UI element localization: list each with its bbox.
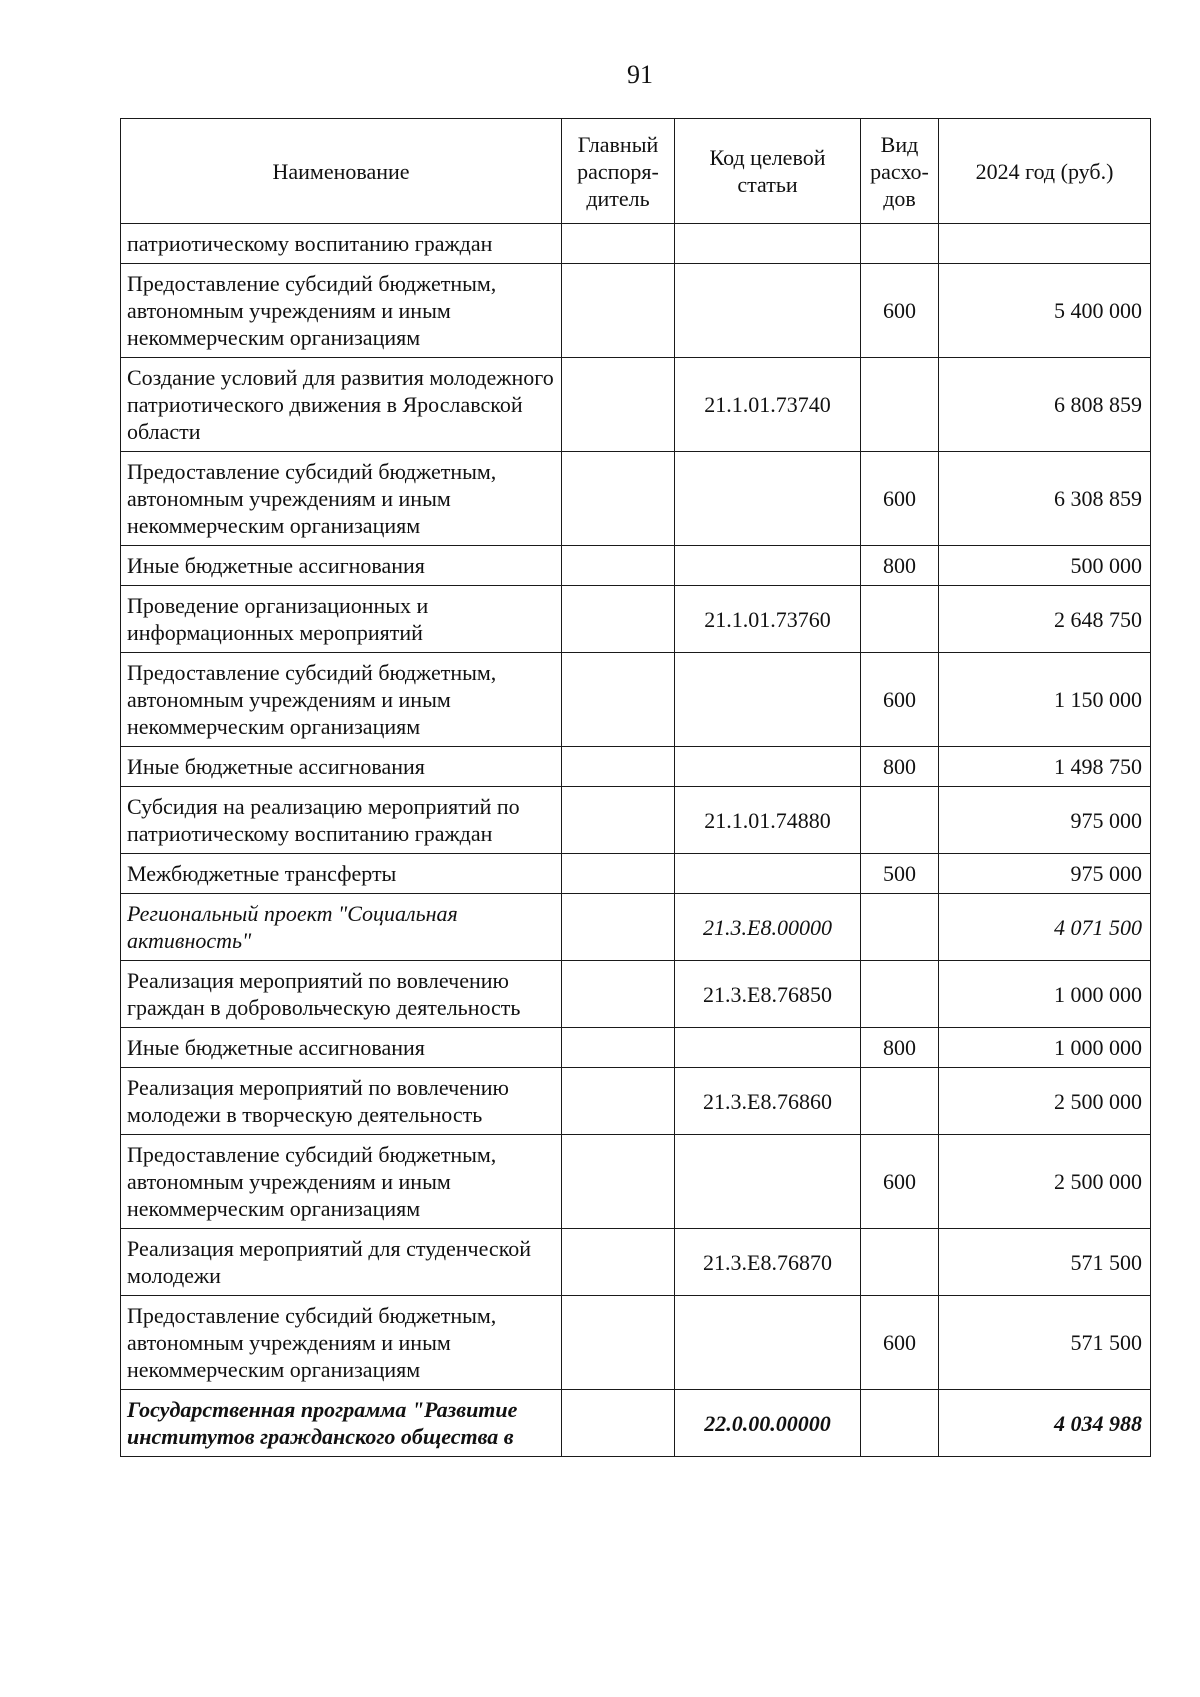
cell-name: Предоставление субсидий бюджетным, автономным учреждениям и иным некоммерческим организациям xyxy=(121,1296,562,1390)
cell-amount: 1 150 000 xyxy=(939,653,1151,747)
table-row xyxy=(121,1229,1151,1296)
cell-chief-administrator xyxy=(562,961,675,1028)
cell-expense-type: 800 xyxy=(861,747,939,787)
cell-amount: 4 034 988 xyxy=(939,1390,1151,1457)
header-name: Наименование xyxy=(121,119,562,224)
table-row xyxy=(121,546,1151,586)
table-row xyxy=(121,747,1151,787)
table-row xyxy=(121,787,1151,854)
cell-target-code xyxy=(675,653,861,747)
table-row xyxy=(121,653,1151,747)
cell-amount: 1 000 000 xyxy=(939,961,1151,1028)
cell-target-code xyxy=(675,224,861,264)
cell-chief-administrator xyxy=(562,264,675,358)
cell-chief-administrator xyxy=(562,1068,675,1135)
cell-expense-type xyxy=(861,586,939,653)
cell-name: Реализация мероприятий по вовлечению молодежи в творческую деятельность xyxy=(121,1068,562,1135)
cell-chief-administrator xyxy=(562,224,675,264)
cell-target-code: 21.3.E8.76850 xyxy=(675,961,861,1028)
cell-expense-type xyxy=(861,787,939,854)
cell-chief-administrator xyxy=(562,894,675,961)
cell-target-code xyxy=(675,1135,861,1229)
cell-amount: 4 071 500 xyxy=(939,894,1151,961)
cell-name: Проведение организационных и информационных мероприятий xyxy=(121,586,562,653)
cell-expense-type: 600 xyxy=(861,653,939,747)
table-row xyxy=(121,1068,1151,1135)
cell-target-code: 21.1.01.73740 xyxy=(675,358,861,452)
cell-amount: 975 000 xyxy=(939,854,1151,894)
budget-table-container xyxy=(120,118,1150,1457)
table-row xyxy=(121,961,1151,1028)
header-target-code: Код целевой статьи xyxy=(675,119,861,224)
cell-expense-type: 600 xyxy=(861,1296,939,1390)
cell-amount: 5 400 000 xyxy=(939,264,1151,358)
table-row xyxy=(121,1135,1151,1229)
header-year-amount: 2024 год (руб.) xyxy=(939,119,1151,224)
table-row xyxy=(121,894,1151,961)
cell-name: Предоставление субсидий бюджетным, автономным учреждениям и иным некоммерческим организациям xyxy=(121,653,562,747)
cell-name: Предоставление субсидий бюджетным, автономным учреждениям и иным некоммерческим организациям xyxy=(121,1135,562,1229)
cell-name: Иные бюджетные ассигнования xyxy=(121,546,562,586)
cell-name: Иные бюджетные ассигнования xyxy=(121,1028,562,1068)
cell-name: Региональный проект "Социальная активность" xyxy=(121,894,562,961)
cell-amount: 2 500 000 xyxy=(939,1135,1151,1229)
cell-target-code xyxy=(675,1296,861,1390)
cell-target-code xyxy=(675,854,861,894)
cell-target-code: 21.3.E8.00000 xyxy=(675,894,861,961)
table-row xyxy=(121,224,1151,264)
cell-expense-type xyxy=(861,224,939,264)
cell-amount: 6 308 859 xyxy=(939,452,1151,546)
cell-target-code xyxy=(675,1028,861,1068)
table-row xyxy=(121,1390,1151,1457)
cell-expense-type xyxy=(861,1068,939,1135)
table-header-row xyxy=(121,119,1151,224)
header-chief-administrator: Главный распоря-дитель xyxy=(562,119,675,224)
cell-chief-administrator xyxy=(562,1135,675,1229)
cell-amount: 2 648 750 xyxy=(939,586,1151,653)
cell-chief-administrator xyxy=(562,1390,675,1457)
cell-chief-administrator xyxy=(562,586,675,653)
cell-amount: 571 500 xyxy=(939,1296,1151,1390)
cell-amount: 1 000 000 xyxy=(939,1028,1151,1068)
cell-chief-administrator xyxy=(562,1296,675,1390)
cell-name: Предоставление субсидий бюджетным, автономным учреждениям и иным некоммерческим организациям xyxy=(121,452,562,546)
cell-target-code: 22.0.00.00000 xyxy=(675,1390,861,1457)
cell-expense-type: 500 xyxy=(861,854,939,894)
cell-name: Межбюджетные трансферты xyxy=(121,854,562,894)
cell-name: Создание условий для развития молодежного патриотического движения в Ярославской области xyxy=(121,358,562,452)
cell-expense-type xyxy=(861,358,939,452)
cell-amount: 571 500 xyxy=(939,1229,1151,1296)
cell-chief-administrator xyxy=(562,787,675,854)
cell-expense-type: 600 xyxy=(861,1135,939,1229)
cell-chief-administrator xyxy=(562,1229,675,1296)
cell-expense-type xyxy=(861,961,939,1028)
cell-expense-type xyxy=(861,894,939,961)
cell-target-code: 21.1.01.74880 xyxy=(675,787,861,854)
cell-chief-administrator xyxy=(562,747,675,787)
cell-target-code: 21.3.E8.76860 xyxy=(675,1068,861,1135)
table-row xyxy=(121,452,1151,546)
cell-amount: 500 000 xyxy=(939,546,1151,586)
cell-name: Государственная программа "Развитие институтов гражданского общества в xyxy=(121,1390,562,1457)
cell-amount xyxy=(939,224,1151,264)
cell-chief-administrator xyxy=(562,452,675,546)
cell-amount: 1 498 750 xyxy=(939,747,1151,787)
cell-expense-type: 600 xyxy=(861,264,939,358)
cell-amount: 6 808 859 xyxy=(939,358,1151,452)
cell-name: Субсидия на реализацию мероприятий по патриотическому воспитанию граждан xyxy=(121,787,562,854)
cell-expense-type: 600 xyxy=(861,452,939,546)
cell-expense-type: 800 xyxy=(861,546,939,586)
table-row xyxy=(121,1296,1151,1390)
cell-chief-administrator xyxy=(562,358,675,452)
cell-expense-type: 800 xyxy=(861,1028,939,1068)
page-number: 91 xyxy=(627,60,653,89)
table-row xyxy=(121,854,1151,894)
table-row xyxy=(121,1028,1151,1068)
cell-chief-administrator xyxy=(562,1028,675,1068)
cell-target-code: 21.1.01.73760 xyxy=(675,586,861,653)
cell-target-code xyxy=(675,546,861,586)
cell-name: Реализация мероприятий по вовлечению граждан в добровольческую деятельность xyxy=(121,961,562,1028)
cell-expense-type xyxy=(861,1229,939,1296)
header-expense-type: Вид расхо-дов xyxy=(861,119,939,224)
cell-chief-administrator xyxy=(562,546,675,586)
cell-name: Реализация мероприятий для студенческой молодежи xyxy=(121,1229,562,1296)
cell-name: Иные бюджетные ассигнования xyxy=(121,747,562,787)
cell-name: патриотическому воспитанию граждан xyxy=(121,224,562,264)
cell-target-code: 21.3.E8.76870 xyxy=(675,1229,861,1296)
cell-expense-type xyxy=(861,1390,939,1457)
cell-name: Предоставление субсидий бюджетным, автономным учреждениям и иным некоммерческим организациям xyxy=(121,264,562,358)
cell-chief-administrator xyxy=(562,653,675,747)
cell-chief-administrator xyxy=(562,854,675,894)
table-row xyxy=(121,358,1151,452)
table-row xyxy=(121,586,1151,653)
cell-target-code xyxy=(675,452,861,546)
table-row xyxy=(121,264,1151,358)
table-body xyxy=(121,224,1151,1457)
budget-table xyxy=(120,118,1151,1457)
cell-target-code xyxy=(675,747,861,787)
cell-amount: 975 000 xyxy=(939,787,1151,854)
cell-amount: 2 500 000 xyxy=(939,1068,1151,1135)
cell-target-code xyxy=(675,264,861,358)
